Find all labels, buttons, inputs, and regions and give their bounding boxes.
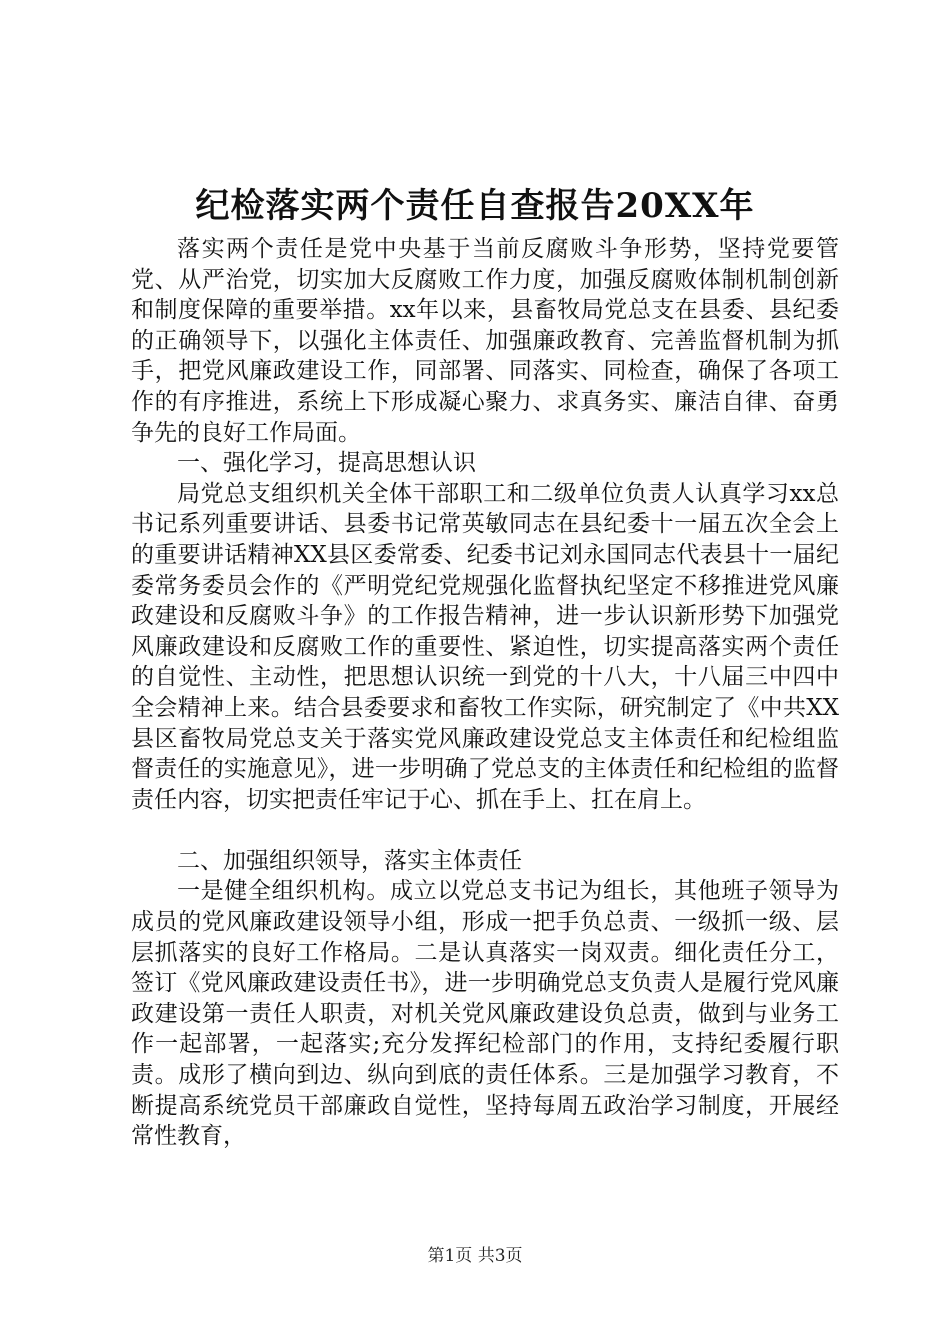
page-footer: 第1页 共3页 <box>427 1246 523 1266</box>
section-heading-1: 一、强化学习，提高思想认识 <box>177 450 476 477</box>
section-1-paragraph: 局党总支组织机关全体干部职工和二级单位负责人认真学习xx总书记系列重要讲话、县委书记常英敏同志在县纪委十一届五次全会上的重要讲话精神XX县区委常委、纪委书记刘永国同志代表县十一届纪委常务委员会作的《严明党纪党规强化监督执纪坚定不移推进党风廉政建设和反腐败斗争》的工作报告精神，进一步认识新形势下加强党风廉政建设和反腐败工作的重要性、紧迫性，切实提高落实两个责任的自觉性、主动性，把思想认识统一到党的十八大，十八届三中四中全会精神上来。结合县委要求和畜牧工作实际，研究制定了《中共XX县区畜牧局党总支关于落实党风廉政建设党总支主体责任和纪检组监督责任的实施意见》，进一步明确了党总支的主体责任和纪检组的监督责任内容，切实把责任牢记于心、抓在手上、扛在肩上。 <box>131 480 839 813</box>
document-body <box>131 234 839 1152</box>
paragraph-spacer <box>131 815 839 846</box>
section-2-paragraph: 一是健全组织机构。成立以党总支书记为组长，其他班子领导为成员的党风廉政建设领导小组，形成一把手负总责、一级抓一级、层层抓落实的良好工作格局。二是认真落实一岗双责。细化责任分工，签订《党风廉政建设责任书》，进一步明确党总支负责人是履行党风廉政建设第一责任人职责，对机关党风廉政建设负总责，做到与业务工作一起部署，一起落实;充分发挥纪检部门的作用，支持纪委履行职责。成形了横向到边、纵向到底的责任体系。三是加强学习教育，不断提高系统党员干部廉政自觉性，坚持每周五政治学习制度，开展经常性教育， <box>131 878 839 1150</box>
document-title: 纪检落实两个责任自查报告20XX年 <box>195 186 755 226</box>
intro-paragraph: 落实两个责任是党中央基于当前反腐败斗争形势，坚持党要管党、从严治党，切实加大反腐败工作力度，加强反腐败体制机制创新和制度保障的重要举措。xx年以来，县畜牧局党总支在县委、县纪委的正确领导下，以强化主体责任、加强廉政教育、完善监督机制为抓手，把党风廉政建设工作，同部署、同落实、同检查，确保了各项工作的有序推进，系统上下形成凝心聚力、求真务实、廉洁自律、奋勇争先的良好工作局面。 <box>131 236 839 446</box>
section-heading-2: 二、加强组织领导，落实主体责任 <box>177 847 522 874</box>
